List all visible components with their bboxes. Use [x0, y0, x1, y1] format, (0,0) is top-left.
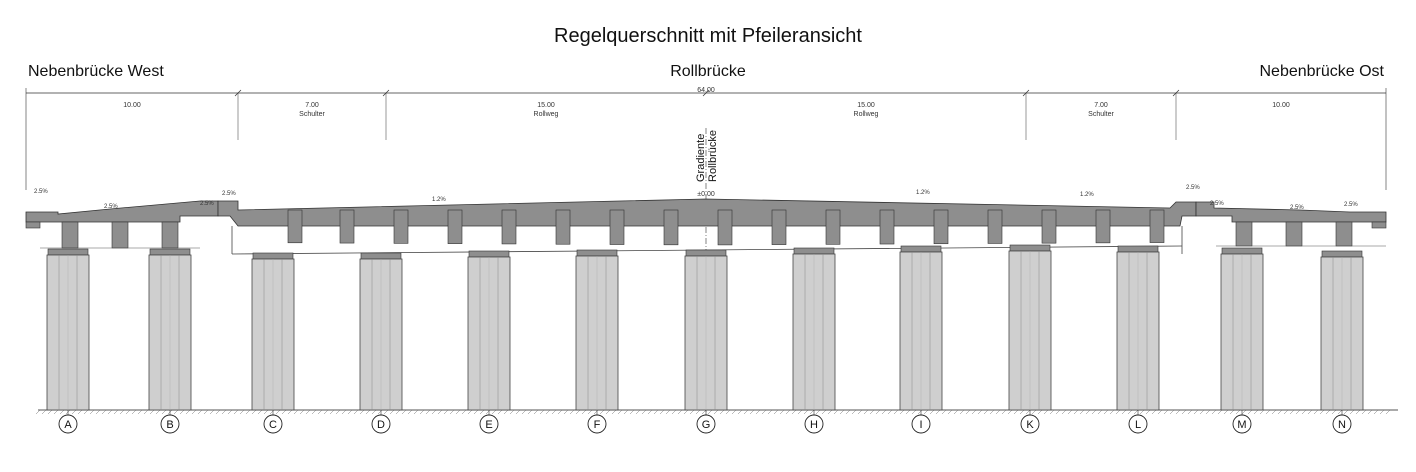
- section-label-west: Nebenbrücke West: [28, 63, 164, 80]
- slope-label: 2.5%: [104, 204, 118, 210]
- slope-label: 2.5%: [1210, 201, 1224, 207]
- pier-cap: [686, 250, 726, 256]
- axis-marker-label: L: [1134, 419, 1142, 431]
- axis-marker-label: E: [485, 419, 493, 431]
- axis-marker-label: F: [593, 419, 601, 431]
- axis-marker-label: A: [64, 419, 72, 431]
- pier-cap: [48, 249, 88, 255]
- slope-label: 1.2%: [1080, 192, 1094, 198]
- deck-rib: [934, 210, 948, 244]
- dimension-segment-value: 7.00: [1094, 102, 1108, 109]
- dimension-segment-value: 15.00: [537, 102, 555, 109]
- dimension-segment-label: Rollweg: [853, 111, 879, 118]
- gradient-label-line1: Gradiente: [695, 133, 707, 182]
- pier-cap: [1010, 245, 1050, 251]
- dimension-segment-value: 7.00: [305, 102, 319, 109]
- pier-cap: [1118, 246, 1158, 252]
- deck-rib: [1042, 210, 1056, 243]
- gradient-label-line2: Rollbrücke: [707, 130, 719, 182]
- pier-cap: [901, 246, 941, 252]
- deck-rib: [556, 210, 570, 244]
- axis-marker-label: G: [701, 419, 711, 431]
- deck-rib: [880, 210, 894, 244]
- pier-cap: [577, 250, 617, 256]
- slope-label: 2.5%: [34, 189, 48, 195]
- slope-label: 1.2%: [916, 190, 930, 196]
- axis-marker-label: M: [1237, 419, 1247, 431]
- axis-marker-label: I: [919, 419, 923, 431]
- pier-cap: [794, 248, 834, 254]
- deck-rib: [826, 210, 840, 244]
- pier-cap: [469, 251, 509, 257]
- gradient-level: ±0.00: [697, 191, 715, 198]
- pier-cap: [1322, 251, 1362, 257]
- dimension-segment-label: Rollweg: [533, 111, 559, 118]
- deck-rib: [988, 210, 1002, 243]
- section-label-east: Nebenbrücke Ost: [1259, 63, 1384, 80]
- deck-rib: [610, 210, 624, 245]
- deck-rib: [448, 210, 462, 244]
- piers: [47, 245, 1363, 410]
- deck-rib: [288, 210, 302, 243]
- slope-label: 1.2%: [432, 197, 446, 203]
- axis-marker-label: C: [269, 419, 277, 431]
- deck-west: [26, 201, 218, 248]
- axis-marker-label: N: [1338, 419, 1346, 431]
- deck-rib: [1150, 210, 1164, 243]
- deck-rib: [340, 210, 354, 243]
- slope-label: 2.5%: [200, 201, 214, 207]
- dimension-total: 64.00: [697, 87, 715, 94]
- dimension-segment-label: Schulter: [299, 111, 325, 118]
- dimension-segment-value: 10.00: [1272, 102, 1290, 109]
- deck-rib: [772, 210, 786, 245]
- deck-rib: [502, 210, 516, 244]
- dimension-segment-value: 10.00: [123, 102, 141, 109]
- axis-marker-label: H: [810, 419, 818, 431]
- deck-rib: [394, 210, 408, 243]
- axis-marker-label: B: [166, 419, 174, 431]
- drawing-title: Regelquerschnitt mit Pfeileransicht: [554, 25, 862, 47]
- slope-label: 2.5%: [1186, 185, 1200, 191]
- ground-hatching: [36, 410, 1390, 414]
- pier-cap: [361, 253, 401, 259]
- deck-rib: [1096, 210, 1110, 243]
- pier-cap: [253, 253, 293, 259]
- axis-marker-label: K: [1026, 419, 1034, 431]
- deck-rib: [664, 210, 678, 245]
- pier-cap: [1222, 248, 1262, 254]
- slope-label: 2.5%: [222, 191, 236, 197]
- slope-label: 2.5%: [1290, 205, 1304, 211]
- section-label-main: Rollbrücke: [670, 63, 746, 80]
- slope-label: 2.5%: [1344, 202, 1358, 208]
- dimension-segment-value: 15.00: [857, 102, 875, 109]
- deck-rib: [718, 210, 732, 245]
- pier-cap: [150, 249, 190, 255]
- axis-marker-label: D: [377, 419, 385, 431]
- dimension-segment-label: Schulter: [1088, 111, 1114, 118]
